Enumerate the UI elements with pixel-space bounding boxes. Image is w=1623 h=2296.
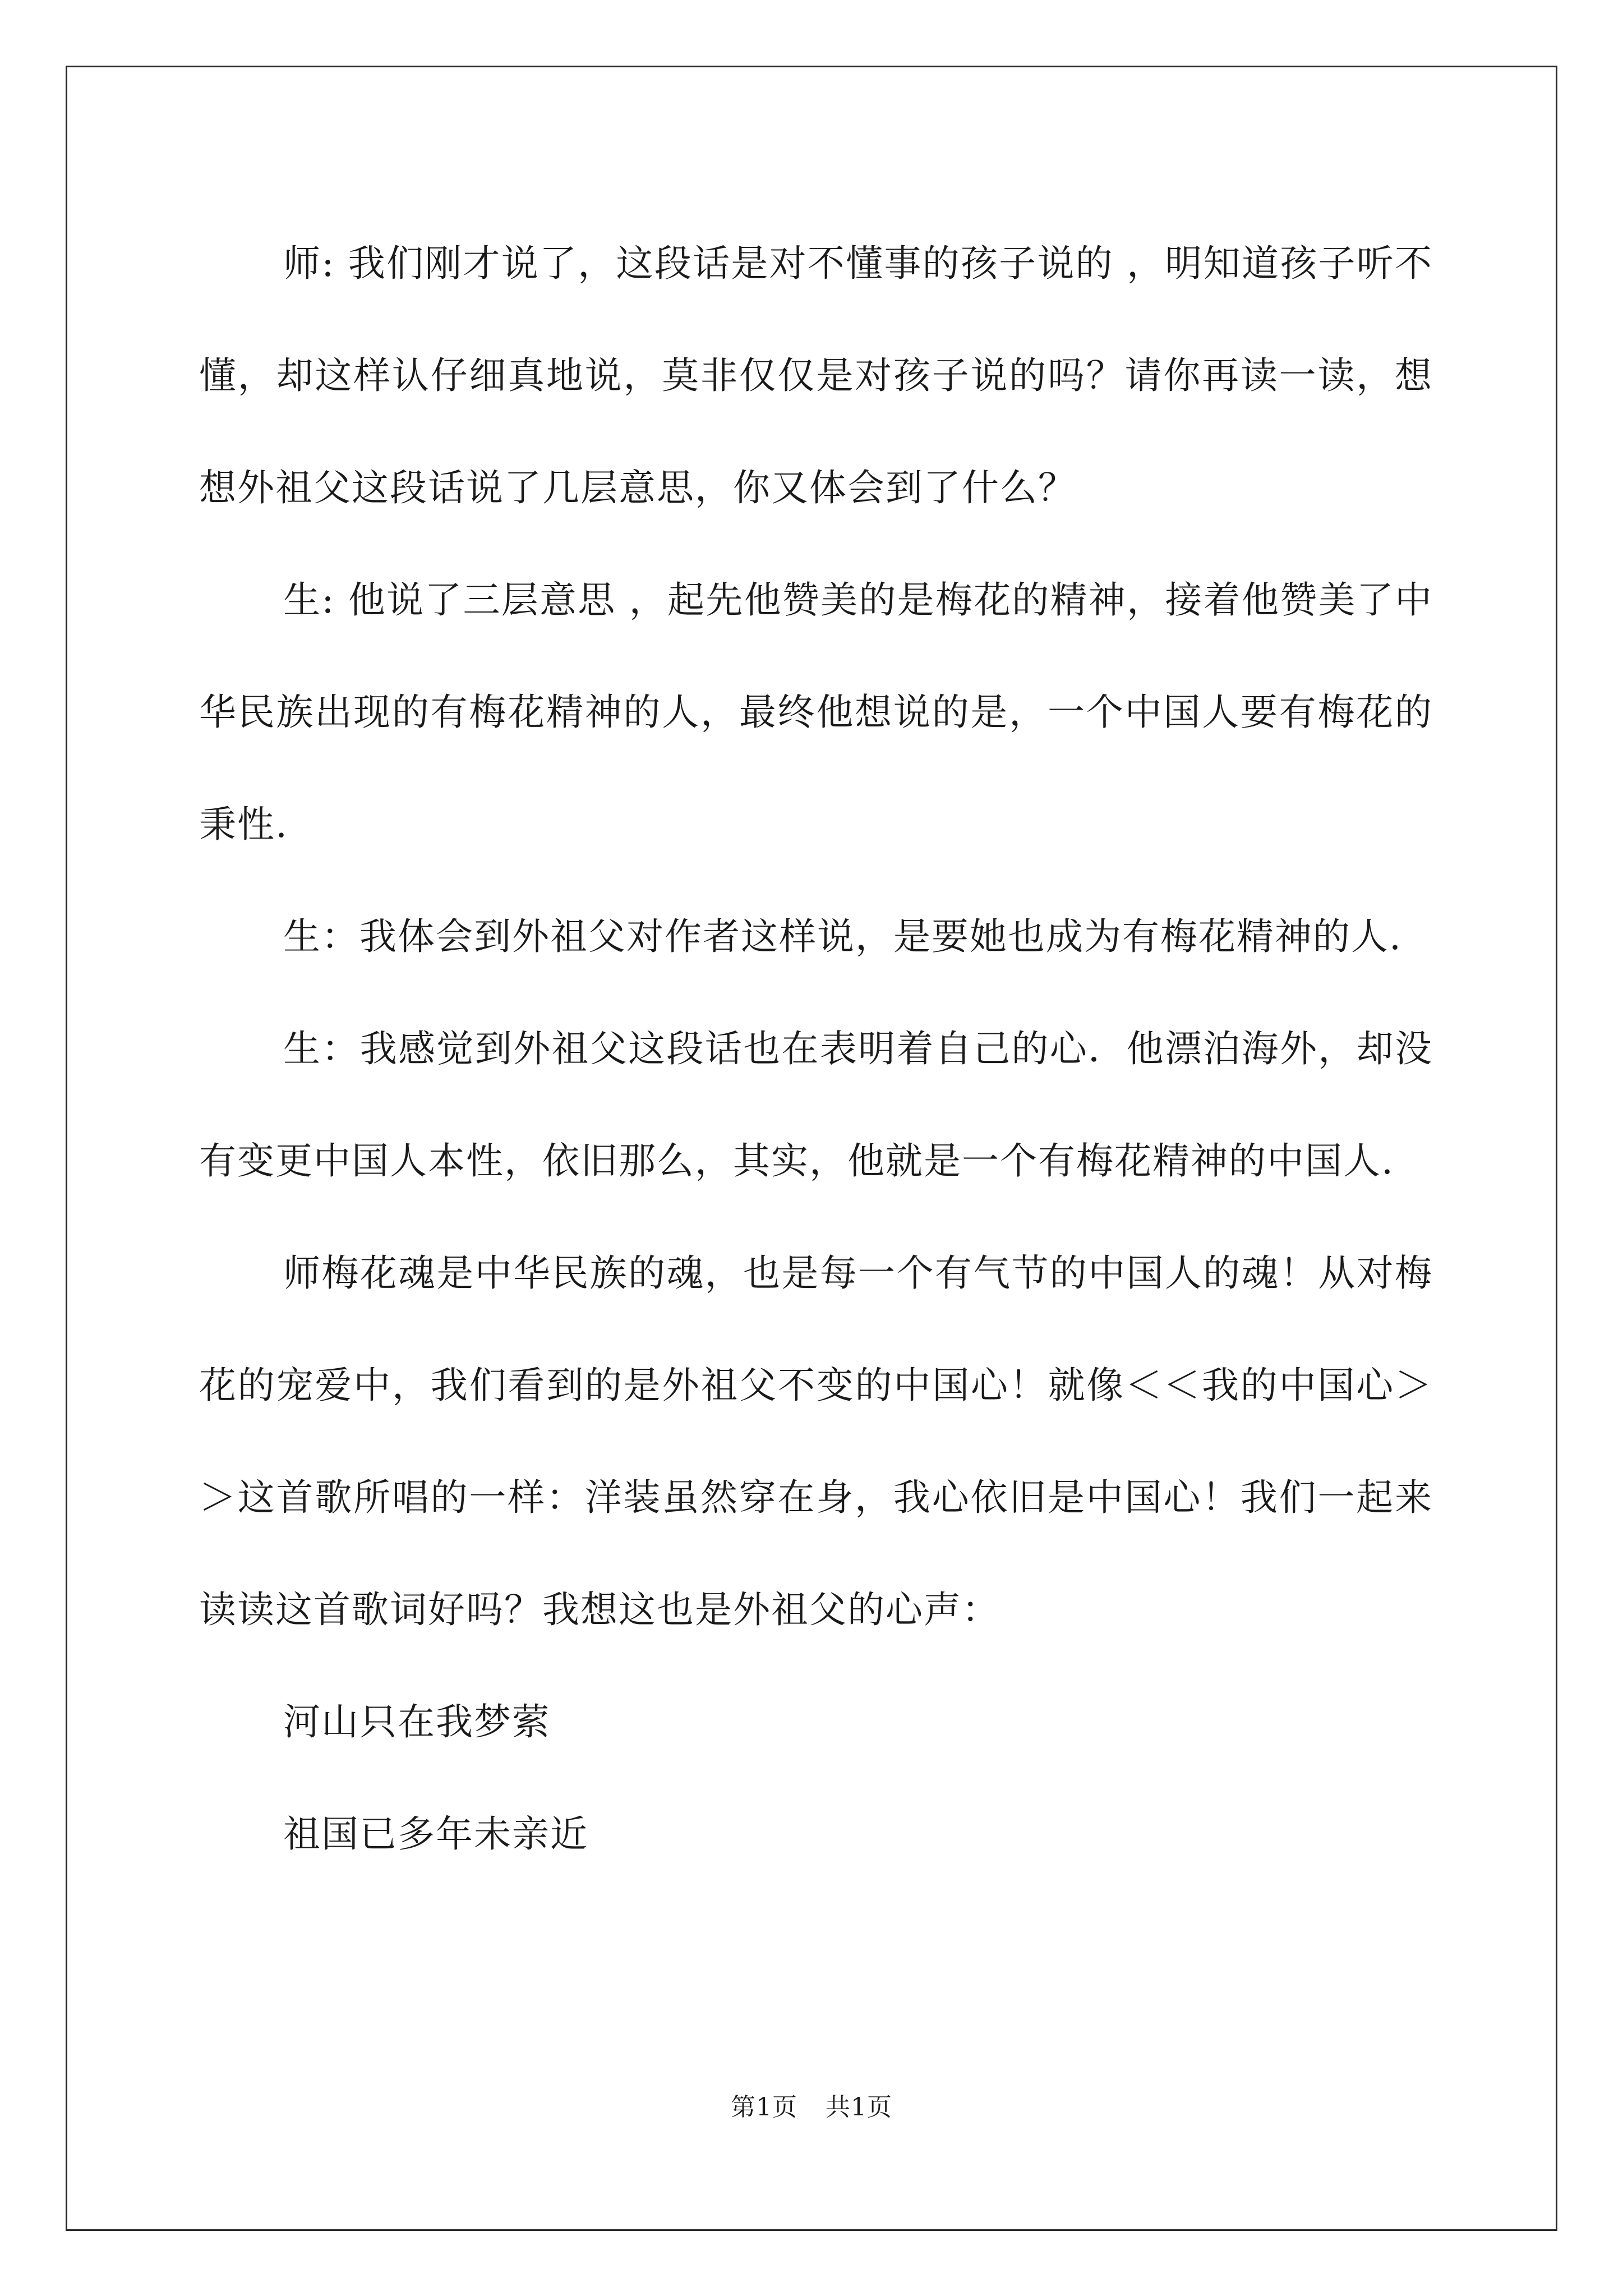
page-number-current: 第1页: [731, 2093, 797, 2122]
lyric-line-2: 祖国已多年未亲近: [283, 1812, 588, 1856]
paragraph-student-answer-2: 生：我体会到外祖父对作者这样说，是要她也成为有梅花精神的人.: [283, 915, 1402, 958]
page-footer: [0, 2087, 1623, 2123]
page-number-total: 共1页: [826, 2093, 892, 2122]
paragraph-student-answer-1: 生: 他说了三层意思 ，起先他赞美的是梅花的精神，接着他赞美了中华民族出现的有梅花精神的人，最终他想说的是，一个中国人要有梅花的秉性.: [199, 578, 1433, 846]
paragraph-teacher-summary: 师梅花魂是中华民族的魂，也是每一个有气节的中国人的魂！从对梅花的宠爱中，我们看到的是外祖父不变的中国心！就像＜＜我的中国心＞＞这首歌所唱的一样：洋装虽然穿在身，我心依旧是中国心！我们一起来读读这首歌词好吗？我想这也是外祖父的心声：: [199, 1251, 1433, 1631]
paragraph-student-answer-3: 生：我感觉到外祖父这段话也在表明着自己的心．他漂泊海外，却没有变更中国人本性，依旧那么，其实，他就是一个有梅花精神的中国人.: [199, 1027, 1433, 1182]
lyric-line-1: 河山只在我梦萦: [283, 1700, 550, 1743]
document-body: [199, 208, 1433, 1890]
paragraph-teacher-question: 师: 我们刚才说了，这段话是对不懂事的孩子说的 ，明知道孩子听不懂，却这样认仔细真地说，莫非仅仅是对孩子说的吗？请你再读一读，想想外祖父这段话说了几层意思，你又体会到了什么？: [199, 242, 1433, 509]
